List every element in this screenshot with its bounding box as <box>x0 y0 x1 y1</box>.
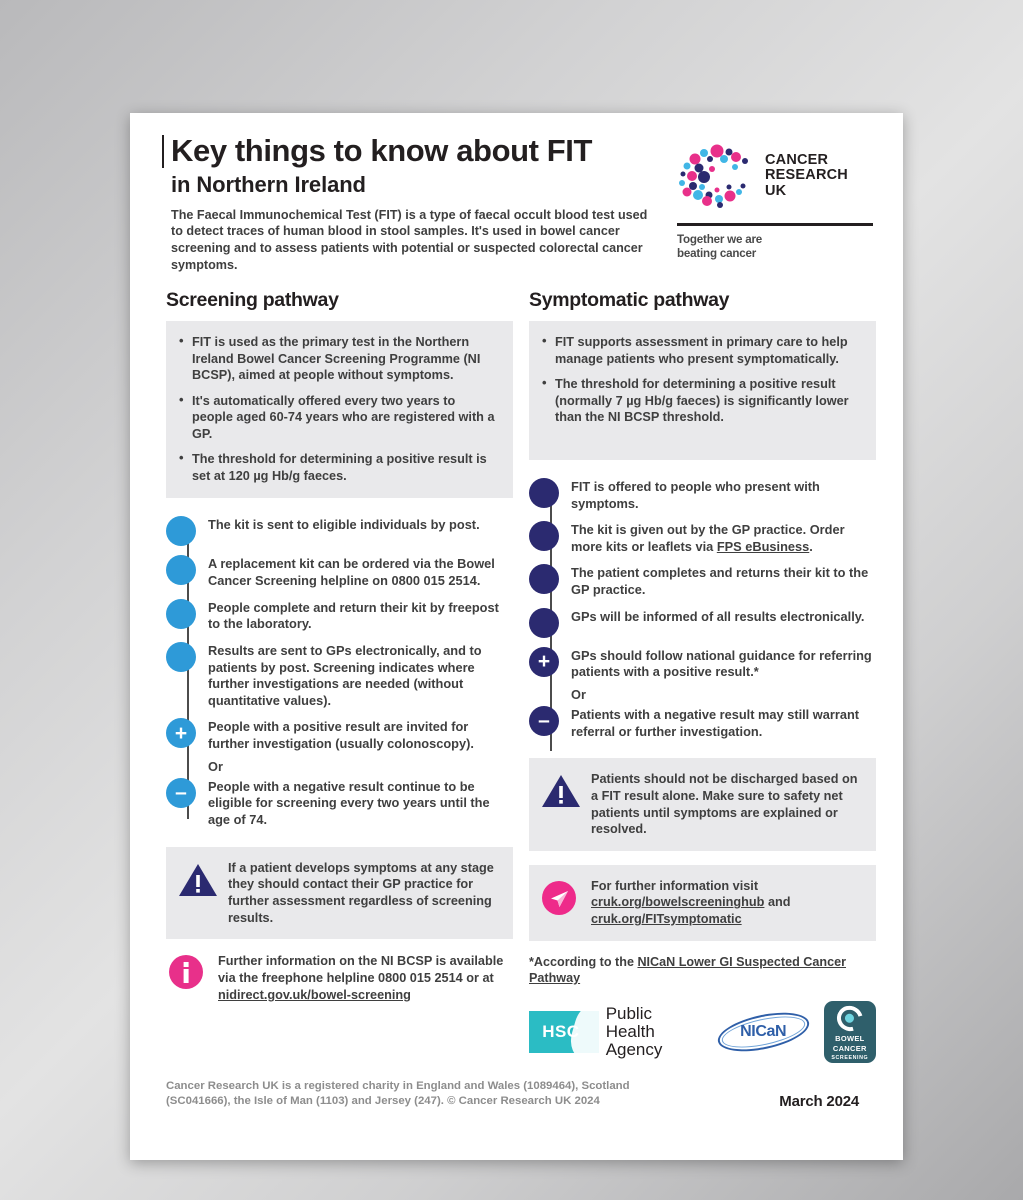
brand-strapline <box>677 233 877 261</box>
page-footer <box>158 1079 877 1110</box>
leaflet-page <box>130 113 903 1160</box>
timeline-step-negative <box>529 706 876 740</box>
cruk-word-research: RESEARCH <box>765 167 848 184</box>
footnote-prefix: *According to the <box>529 954 638 969</box>
brand-divider <box>677 223 873 226</box>
list-item: • FIT is used as the primary test in the Northern Ireland Bowel Cancer Screening Programme (NI BCSP), aimed at people without symptoms. <box>176 334 497 384</box>
pha-wordmark <box>606 1005 703 1059</box>
legal-text <box>166 1079 736 1110</box>
bcs-line-1: BOWEL <box>835 1033 865 1043</box>
timeline-step-text: The patient completes and returns their kit to the GP practice. <box>571 565 869 598</box>
timeline-step-positive <box>166 718 513 752</box>
cruk-word-uk: UK <box>765 182 787 199</box>
step-text-suffix: . <box>809 538 813 554</box>
circle-dot-icon <box>166 642 196 672</box>
circle-dot-icon <box>529 478 559 508</box>
symptomatic-info-text <box>591 878 862 928</box>
circle-dot-icon <box>166 599 196 629</box>
hsc-badge-icon <box>529 1011 599 1053</box>
send-plane-icon <box>541 878 581 916</box>
timeline-step-text: FIT is offered to people who present with symptoms. <box>571 478 820 511</box>
strapline-line-1: Together we are <box>677 233 763 246</box>
symptomatic-warning-callout <box>529 758 876 851</box>
legal-line-2: (SC041666), the Isle of Man (1103) and Jersey (247). © Cancer Research UK 2024 <box>166 1095 600 1108</box>
symptomatic-warning-text: Patients should not be discharged based on a FIT result alone. Make sure to safety net patients until symptoms are explained or resolved. <box>591 772 858 837</box>
list-item: • The threshold for determining a positive result (normally 7 µg Hb/g faeces) is significantly lower than the NI BCSP threshold. <box>539 376 860 426</box>
symptomatic-bullet-list <box>539 334 860 426</box>
info-prefix: For further information visit <box>591 878 759 893</box>
publication-date: March 2024 <box>779 1092 859 1110</box>
timeline-step-positive <box>529 647 876 681</box>
list-item: • FIT supports assessment in primary care to help manage patients who present symptomatically. <box>539 334 860 367</box>
timeline-step <box>166 516 513 546</box>
symptomatic-timeline <box>529 478 876 740</box>
bcs-line-3: SCREENING <box>831 1055 869 1062</box>
symptomatic-heading: Symptomatic pathway <box>529 289 730 312</box>
screening-warning-text: If a patient develops symptoms at any stage they should contact their GP practice for further assessment regardless of screening results. <box>228 860 494 925</box>
nican-pathway-link[interactable]: NICaN Lower GI Suspected Cancer Pathway <box>529 954 847 986</box>
bcs-line-2: CANCER <box>832 1044 867 1054</box>
cruk-word-cancer: CANCER <box>765 151 829 168</box>
timeline-step-text: A replacement kit can be ordered via the Bowel Cancer Screening helpline on 0800 015 2514. <box>208 556 495 589</box>
intro-paragraph: The Faecal Immunochemical Test (FIT) is a type of faecal occult blood test used to detect traces of human blood in stool samples. It's used in bowel cancer screening and to assess patients with potential or suspected colorectal cancer symptoms. <box>171 207 648 272</box>
circle-dot-icon <box>166 555 196 585</box>
timeline-step <box>529 564 876 598</box>
page-header <box>158 135 877 273</box>
list-item: • It's automatically offered every two years to people aged 60-74 years who are registered with a GP. <box>176 393 497 443</box>
screening-info-prefix: Further information on the NI BCSP is available via the freephone helpline 0800 015 2514 or at <box>218 954 504 986</box>
screening-heading: Screening pathway <box>166 289 339 312</box>
screening-info-text <box>218 953 513 1004</box>
brand-block <box>677 135 877 261</box>
strapline-line-2: beating cancer <box>677 246 757 260</box>
screening-column <box>166 289 513 1062</box>
timeline-step-text: The kit is sent to eligible individuals by post. <box>208 517 480 533</box>
symptomatic-facts-box <box>529 321 876 460</box>
timeline-step-text: Results are sent to GPs electronically, and to patients by post. Screening indicates where further investigations are needed (without quantitative values). <box>208 642 482 708</box>
bowel-cancer-screening-logo <box>824 1001 876 1063</box>
timeline-step-text: People complete and return their kit by freepost to the laboratory. <box>208 599 499 632</box>
timeline-step <box>166 599 513 633</box>
timeline-step <box>529 521 876 555</box>
cruk-c-dots-icon <box>677 143 755 209</box>
pathway-columns <box>158 289 877 1062</box>
info-circle-icon <box>168 953 208 990</box>
screening-or-label: Or <box>208 758 223 774</box>
step-text-prefix: The kit is given out by the GP practice. Order more kits or leaflets via <box>571 522 845 554</box>
hsc-abbreviation: HSC <box>542 1021 580 1041</box>
hsc-public-health-agency-logo <box>529 1005 703 1059</box>
list-item: • The threshold for determining a positive result is set at 120 µg Hb/g faeces. <box>176 451 497 484</box>
minus-icon: – <box>529 706 559 736</box>
nican-wordmark: NICaN <box>740 1022 787 1040</box>
fps-ebusiness-link[interactable]: FPS eBusiness <box>716 538 810 554</box>
cruk-bowelscreeninghub-link[interactable]: cruk.org/bowelscreeninghub <box>591 895 765 910</box>
symptomatic-info-callout <box>529 865 876 941</box>
circle-dot-icon <box>529 521 559 551</box>
screening-timeline <box>166 516 513 828</box>
pha-line-2: Agency <box>605 1039 663 1059</box>
timeline-step-text: People with a positive result are invited for further investigation (usually colonoscopy). <box>208 719 474 752</box>
timeline-step-negative <box>166 778 513 829</box>
screening-warning-callout <box>166 847 513 940</box>
bcs-wordmark <box>831 1034 868 1063</box>
header-text-block <box>158 135 668 273</box>
legal-line-1: Cancer Research UK is a registered charity in England and Wales (1089464), Scotland <box>166 1079 630 1092</box>
page-subtitle: in Northern Ireland <box>171 171 366 197</box>
warning-triangle-icon <box>178 860 218 898</box>
circle-dot-icon <box>529 564 559 594</box>
timeline-step-text: GPs will be informed of all results electronically. <box>571 608 865 624</box>
symptomatic-column <box>529 289 876 1062</box>
timeline-step <box>166 555 513 589</box>
timeline-step-text: GPs should follow national guidance for referring patients with a positive result.* <box>571 647 872 680</box>
screening-bullet-list <box>176 334 497 484</box>
warning-triangle-icon <box>541 771 581 809</box>
plus-icon: + <box>529 647 559 677</box>
symptomatic-or-label: Or <box>571 686 586 702</box>
pha-line-1: Public Health <box>605 1004 655 1042</box>
circle-dot-icon <box>529 608 559 638</box>
minus-icon: – <box>166 778 196 808</box>
timeline-step <box>529 608 876 638</box>
cruk-wordmark <box>765 153 848 200</box>
timeline-step <box>529 478 876 512</box>
partner-logos <box>529 1001 876 1063</box>
timeline-step-text <box>571 521 876 555</box>
symptomatic-footnote <box>529 954 876 987</box>
bcs-swirl-icon <box>832 1001 867 1035</box>
timeline-step-text: People with a negative result continue to be eligible for screening every two years until the age of 74. <box>208 778 490 827</box>
circle-dot-icon <box>166 516 196 546</box>
nidirect-bowel-screening-link[interactable]: nidirect.gov.uk/bowel-screening <box>218 987 411 1002</box>
timeline-step <box>166 642 513 710</box>
plus-icon: + <box>166 718 196 748</box>
screening-facts-box <box>166 321 513 498</box>
cruk-logo <box>677 143 877 209</box>
page-title: Key things to know about FIT <box>162 135 668 168</box>
nican-logo <box>717 1011 810 1053</box>
screening-info-note <box>166 953 513 1004</box>
timeline-step-text: Patients with a negative result may still warrant referral or further investigation. <box>571 706 860 739</box>
info-and: and <box>764 895 791 910</box>
cruk-fitsymptomatic-link[interactable]: cruk.org/FITsymptomatic <box>591 912 742 927</box>
